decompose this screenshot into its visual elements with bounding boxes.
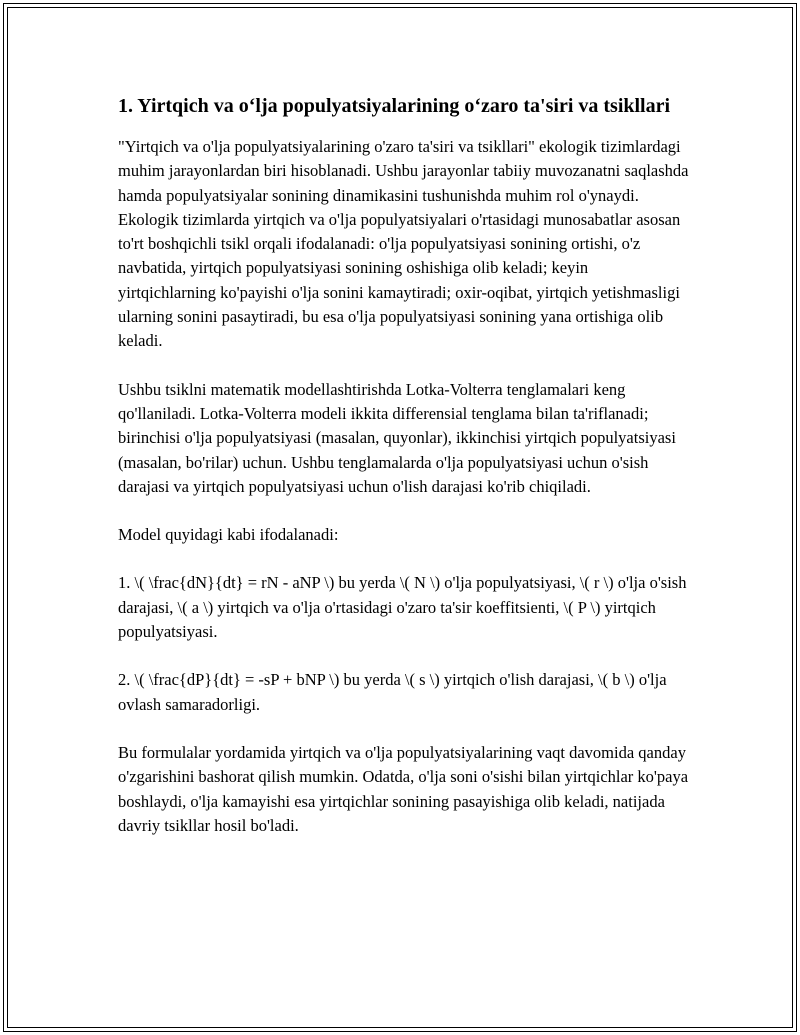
formula-prey: 1. \( \frac{dN}{dt} = rN - aNP \) bu yerda \( N \) o'lja populyatsiyasi, \( r \) o'lja o'sish darajasi, \( a \) yirtqich va o'lja o'rtasidagi o'zaro ta'sir koeffitsienti, \( P \) yirtqich populyatsiyasi. bbox=[118, 573, 691, 642]
paragraph-intro: "Yirtqich va o'lja populyatsiyalarining o'zaro ta'siri va tsikllari" ekologik tizimlardagi muhim jarayonlardan biri hisoblanadi. Ushbu jarayonlar tabiiy muvozanatni saqlashda hamda populyatsiyalar sonining dinamikasini tushunishda muhim rol o'ynaydi. Ekologik tizimlarda yirtqich va o'lja populyatsiyalari o'rtasidagi munosabatlar asosan to'rt boshqichli tsikl orqali ifodalanadi: o'lja populyatsiyasi sonining ortishi, o'z navbatida, yirtqich populyatsiyasi sonining oshishiga olib keladi; keyin yirtqichlarning ko'payishi o'lja sonini kamaytiradi; oxir-oqibat, yirtqich yetishmasligi ularning sonini pasaytiradi, bu esa o'lja populyatsiyasi sonining yana ortishiga olib keladi. bbox=[118, 137, 689, 351]
paragraph-conclusion: Bu formulalar yordamida yirtqich va o'lja populyatsiyalarining vaqt davomida qanday o'zgarishini bashorat qilish mumkin. Odatda, o'lja soni o'sishi bilan yirtqichlar ko'paya boshlaydi, o'lja kamayishi esa yirtqichlar sonining pasayishiga olib keladi, natijada davriy tsikllar hosil bo'ladi. bbox=[118, 742, 689, 835]
formula-predator: 2. \( \frac{dP}{dt} = -sP + bNP \) bu yerda \( s \) yirtqich o'lish darajasi, \( b \) o'lja ovlash samaradorligi. bbox=[118, 670, 671, 714]
section-title: 1. Yirtqich va o‘lja populyatsiyalarining o‘zaro ta'siri va tsikllari bbox=[118, 95, 671, 117]
paragraph-model-intro: Model quyidagi kabi ifodalanadi: bbox=[118, 525, 339, 545]
document-body bbox=[118, 92, 690, 862]
paragraph-lotka-volterra: Ushbu tsiklni matematik modellashtirishda Lotka-Volterra tenglamalari keng qo'llaniladi. Lotka-Volterra modeli ikkita differensial tenglama bilan ta'riflanadi; birinchisi o'lja populyatsiyasi (masalan, quyonlar), ikkinchisi yirtqich populyatsiyasi (masalan, bo'rilar) uchun. Ushbu tenglamalarda o'lja populyatsiyasi uchun o'sish darajasi va yirtqich populyatsiyasi uchun o'lish darajasi ko'rib chiqiladi. bbox=[118, 379, 676, 496]
